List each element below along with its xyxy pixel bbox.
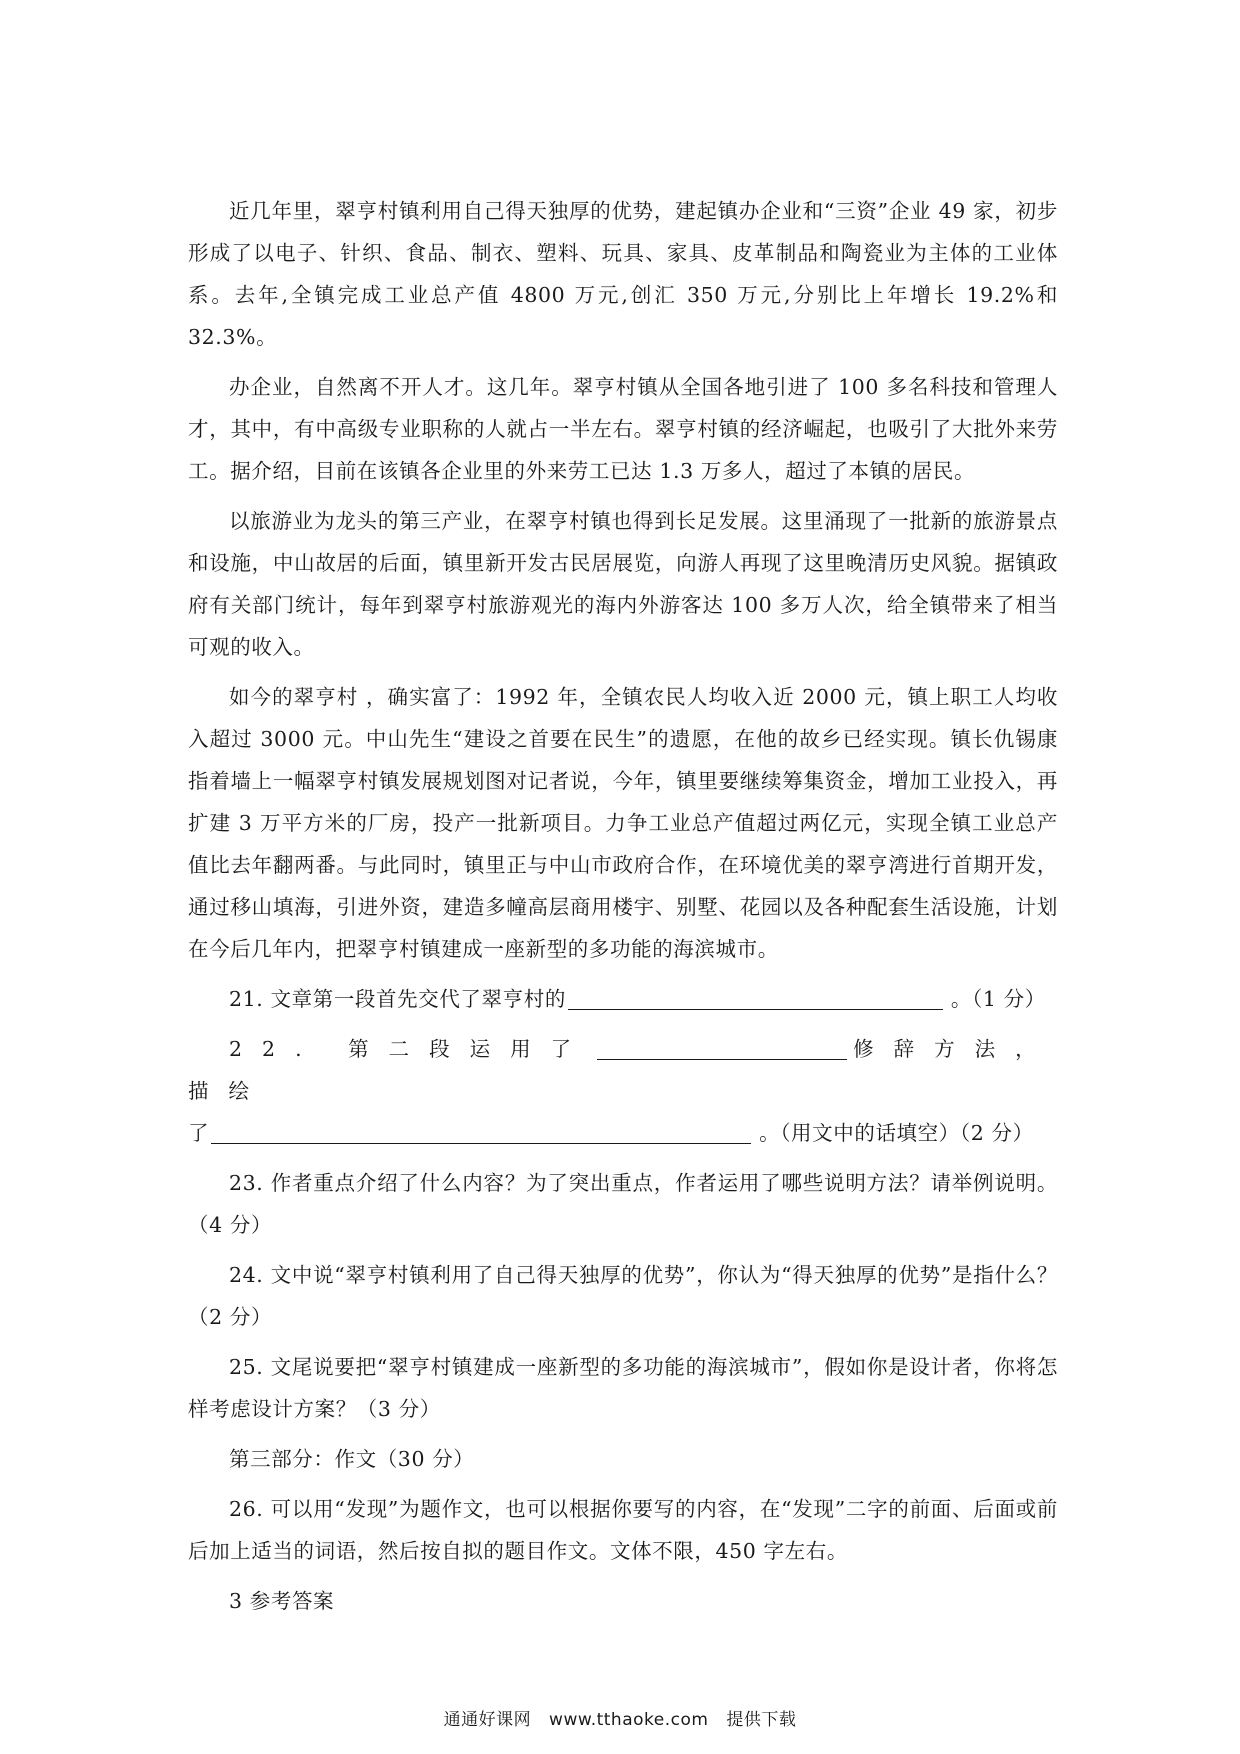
question-24: 24. 文中说“翠亨村镇利用了自己得天独厚的优势”，你认为“得天独厚的优势”是指什么？（2 分）	[188, 1263, 1058, 1329]
page-footer	[0, 1705, 1240, 1730]
answer-blank-22a[interactable]	[597, 1033, 847, 1060]
question-22	[188, 1028, 1058, 1112]
question-25: 25. 文尾说要把“翠亨村镇建成一座新型的多功能的海滨城市”，假如你是设计者，你将怎样考虑设计方案？（3 分）	[188, 1355, 1058, 1421]
question-22-text: 22. 第二段运用了	[229, 1037, 592, 1061]
question-22-line2	[188, 1112, 1058, 1154]
paragraph-4: 如今的翠亨村 ，确实富了：1992 年，全镇农民人均收入近 2000 元，镇上职工人均收入超过 3000 元。中山先生“建设之首要在民生”的遗愿，在他的故乡已经实现。镇长仇锡康指着墙上一幅翠亨村镇发展规划图对记者说，今年，镇里要继续筹集资金，增加工业投入，再扩建 3 万平方米的厂房，投产一批新项目。力争工业总产值超过两亿元，实现全镇工业总产值比去年翻两番。与此同时，镇里正与中山市政府合作，在环境优美的翠亨湾进行首期开发，通过移山填海，引进外资，建造多幢高层商用楼宇、别墅、花园以及各种配套生活设施，计划在今后几年内，把翠亨村镇建成一座新型的多功能的海滨城市。	[188, 685, 1058, 961]
paragraph-1: 近几年里，翠亨村镇利用自己得天独厚的优势，建起镇办企业和“三资”企业 49 家，初步形成了以电子、针织、食品、制衣、塑料、玩具、家具、皮革制品和陶瓷业为主体的工业体系。去年,全镇完成工业总产值 4800 万元,创汇 350 万元,分别比上年增长 19.2%和 32.3%。	[188, 199, 1058, 349]
question-22-points: 。（用文中的话填空）（2 分）	[759, 1121, 1034, 1145]
question-23: 23. 作者重点介绍了什么内容？为了突出重点，作者运用了哪些说明方法？请举例说明。（4 分）	[188, 1171, 1058, 1237]
question-22-line2-prefix: 了	[188, 1121, 210, 1145]
question-21-text: 21. 文章第一段首先交代了翠亨村的	[229, 987, 566, 1011]
paragraph-2: 办企业，自然离不开人才。这几年。翠亨村镇从全国各地引进了 100 多名科技和管理人才，其中，有中高级专业职称的人就占一半左右。翠亨村镇的经济崛起，也吸引了大批外来劳工。据介绍，目前在该镇各企业里的外来劳工已达 1.3 万多人，超过了本镇的居民。	[188, 375, 1058, 483]
question-22-middle: 修辞方法，描绘	[188, 1037, 1056, 1103]
footer-suffix: 提供下载	[726, 1710, 797, 1730]
answer-blank-21[interactable]	[568, 983, 943, 1010]
question-21	[188, 978, 1058, 1020]
footer-url[interactable]: www.tthaoke.com	[549, 1710, 709, 1730]
paragraph-3: 以旅游业为龙头的第三产业，在翠亨村镇也得到长足发展。这里涌现了一批新的旅游景点和设施，中山故居的后面，镇里新开发古民居展览，向游人再现了这里晚清历史风貌。据镇政府有关部门统计，每年到翠亨村旅游观光的海内外游客达 100 多万人次，给全镇带来了相当可观的收入。	[188, 509, 1058, 659]
question-26: 26. 可以用“发现”为题作文，也可以根据你要写的内容，在“发现”二字的前面、后面或前后加上适当的词语，然后按自拟的题目作文。文体不限，450 字左右。	[188, 1497, 1058, 1563]
exam-page	[188, 190, 1058, 1630]
section-3-heading: 第三部分：作文（30 分）	[229, 1447, 475, 1471]
question-21-points: 。（1 分）	[950, 987, 1046, 1011]
answers-heading: 3 参考答案	[229, 1589, 335, 1613]
answer-blank-22b[interactable]	[211, 1117, 751, 1144]
footer-site-name: 通通好课网	[443, 1710, 532, 1730]
